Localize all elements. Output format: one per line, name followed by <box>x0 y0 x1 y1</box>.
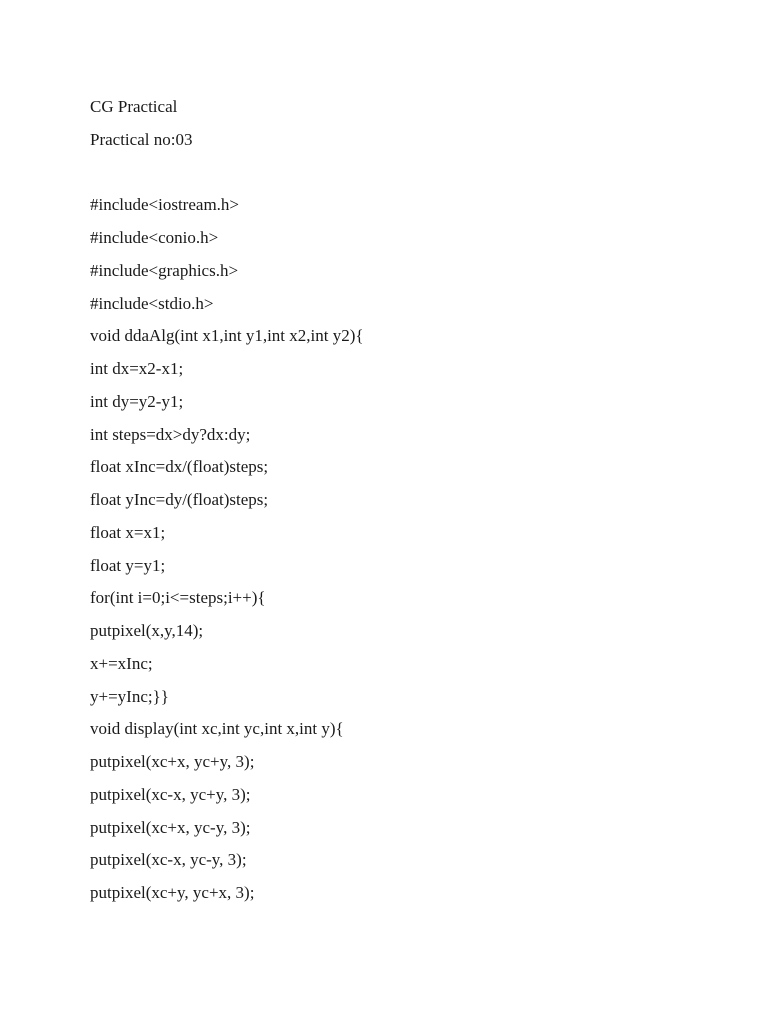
code-line: float y=y1; <box>90 555 166 575</box>
code-line: putpixel(x,y,14); <box>90 621 204 640</box>
code-line: float x=x1; <box>90 522 166 542</box>
code-line: putpixel(xc-x, yc+y, 3); <box>90 784 251 804</box>
code-line: putpixel(xc+y, yc+x, 3); <box>90 883 255 902</box>
code-line: float xInc=dx/(float)steps; <box>90 457 269 477</box>
document-content <box>90 91 710 910</box>
code-line: putpixel(xc+x, yc+y, 3); <box>90 752 255 771</box>
code-line: putpixel(xc+x, yc-y, 3); <box>90 817 251 837</box>
code-line: x+=xInc; <box>90 653 153 673</box>
code-line: #include<graphics.h> <box>90 260 239 280</box>
code-listing <box>90 189 710 910</box>
code-line: int steps=dx>dy?dx:dy; <box>90 424 251 444</box>
blank-line <box>90 157 710 190</box>
code-line: void display(int xc,int yc,int x,int y){ <box>90 719 344 739</box>
code-line: putpixel(xc-x, yc-y, 3); <box>90 850 247 870</box>
code-line: #include<conio.h> <box>90 228 219 247</box>
code-line: int dx=x2-x1; <box>90 359 184 378</box>
code-line: for(int i=0;i<=steps;i++){ <box>90 588 266 608</box>
code-line: #include<stdio.h> <box>90 293 214 313</box>
code-line: #include<iostream.h> <box>90 195 239 215</box>
practical-number: Practical no:03 <box>90 129 193 149</box>
code-line: int dy=y2-y1; <box>90 391 184 411</box>
document-title: CG Practical <box>90 97 178 116</box>
code-line: void ddaAlg(int x1,int y1,int x2,int y2){ <box>90 326 364 346</box>
code-line: y+=yInc;}} <box>90 686 169 706</box>
code-line: float yInc=dy/(float)steps; <box>90 490 269 509</box>
